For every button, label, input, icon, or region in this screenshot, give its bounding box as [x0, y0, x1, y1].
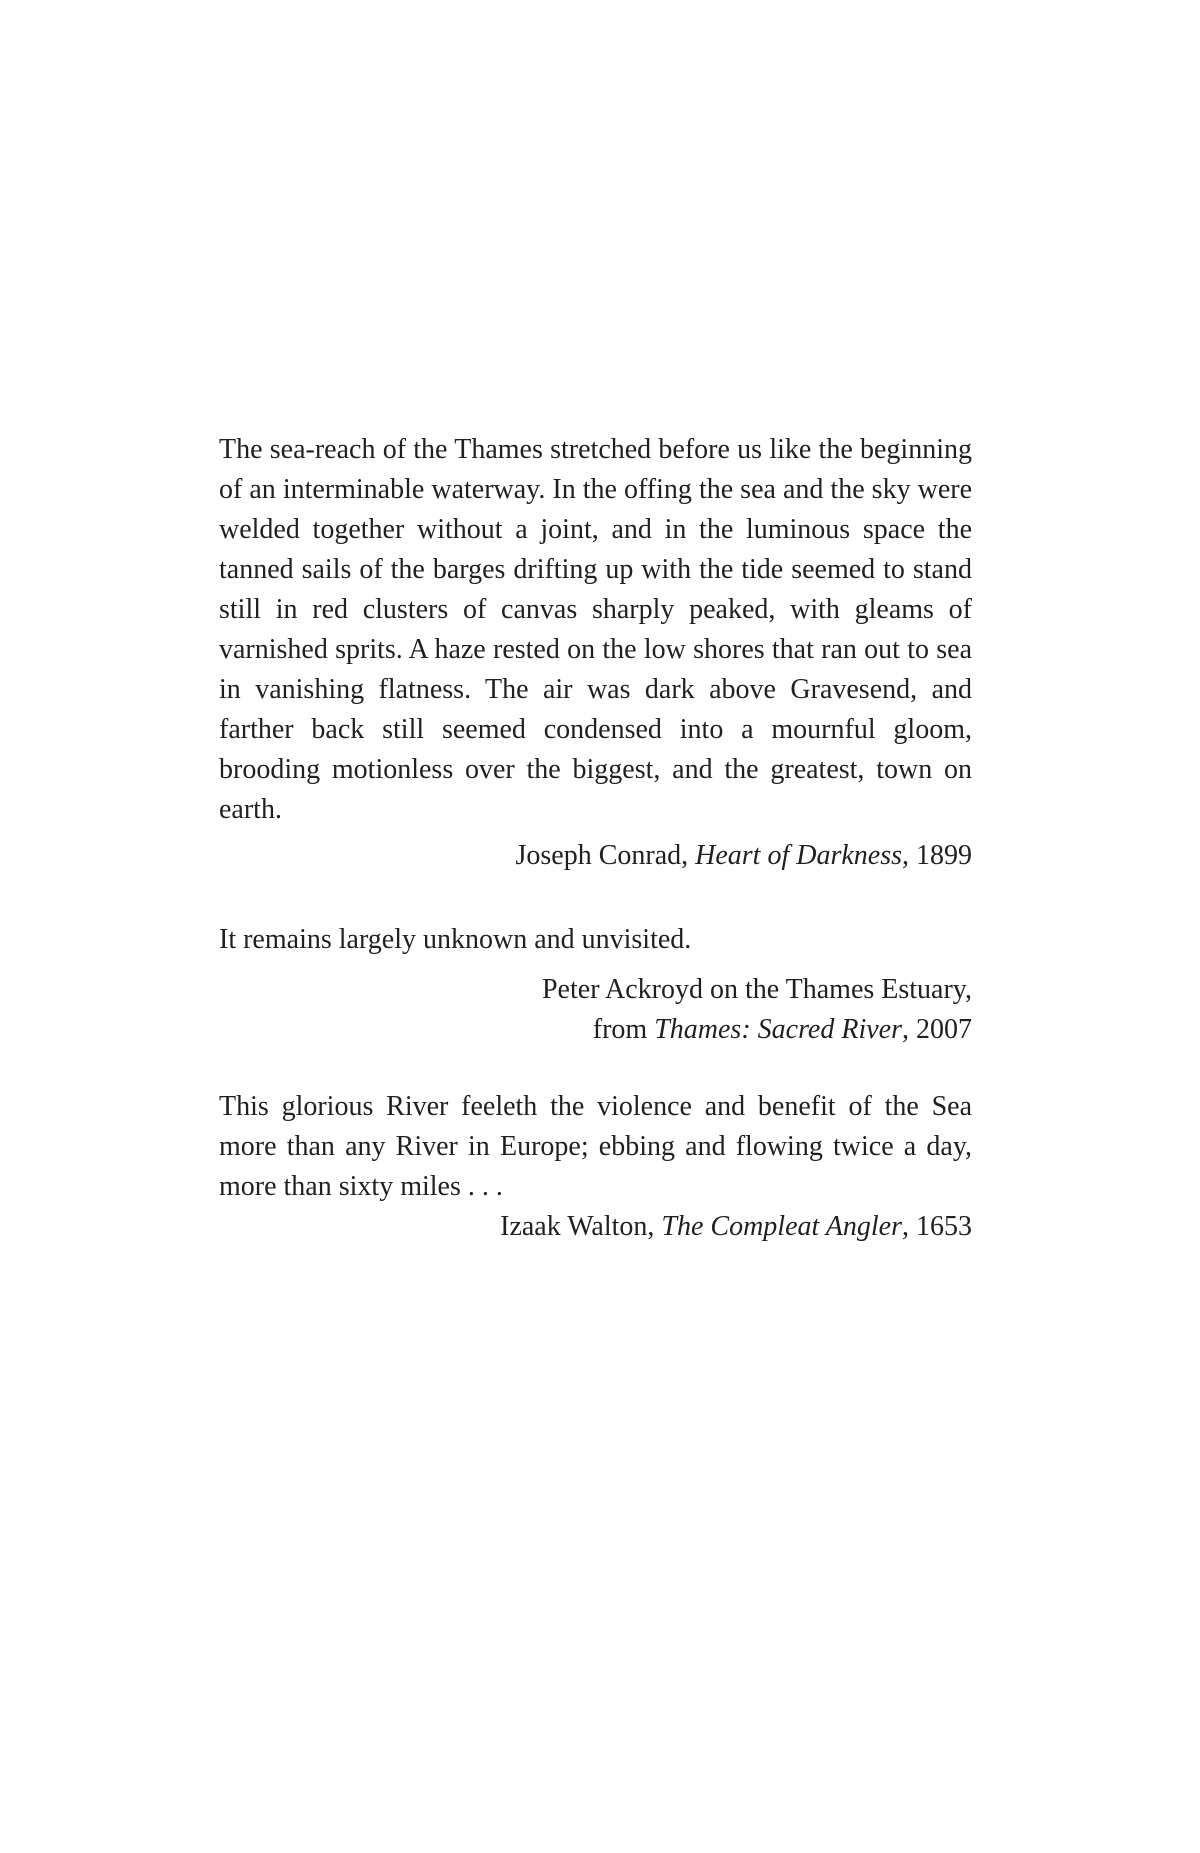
quote-text: The sea-reach of the Thames stretched before us like the beginning of an interminable waterway. In the offing the sea and the sky were welded together without a joint, and in the luminous space the tanned sails of the barges drifting up with the tide seemed to stand still in red clusters of canvas sharply peaked, with gleams of varnished sprits. A haze rested on the low shores that ran out to sea in vanishing flatness. The air was dark above Gravesend, and farther back still seemed condensed into a mournful gloom, brooding motionless over the biggest, and the greatest, town on earth. — [219, 434, 972, 825]
work-title: Thames: Sacred River — [654, 1014, 902, 1045]
epigraph-ackroyd — [219, 920, 972, 1050]
quote-text: This glorious River feeleth the violence and benefit of the Sea more than any River in Europe; ebbing and flowing twice a day, more than sixty miles . . . — [219, 1091, 972, 1202]
quote-text: It remains largely unknown and unvisited. — [219, 924, 692, 955]
work-title: The Compleat Angler — [661, 1211, 902, 1242]
author-name: Izaak Walton, — [500, 1211, 655, 1242]
quote-attribution — [219, 836, 972, 876]
attribution-line: Peter Ackroyd on the Thames Estuary, — [541, 974, 972, 1005]
quote-attribution — [219, 1207, 972, 1247]
publication-year: , 2007 — [902, 1014, 972, 1045]
publication-year: , 1653 — [902, 1211, 972, 1242]
attribution-prefix: from — [592, 1014, 655, 1045]
quote-attribution — [219, 970, 972, 1050]
author-name: Joseph Conrad, — [515, 840, 689, 871]
epigraph-walton — [219, 1087, 972, 1247]
work-title: Heart of Darkness — [695, 840, 902, 871]
epigraph-conrad — [219, 430, 972, 876]
publication-year: , 1899 — [902, 840, 972, 871]
